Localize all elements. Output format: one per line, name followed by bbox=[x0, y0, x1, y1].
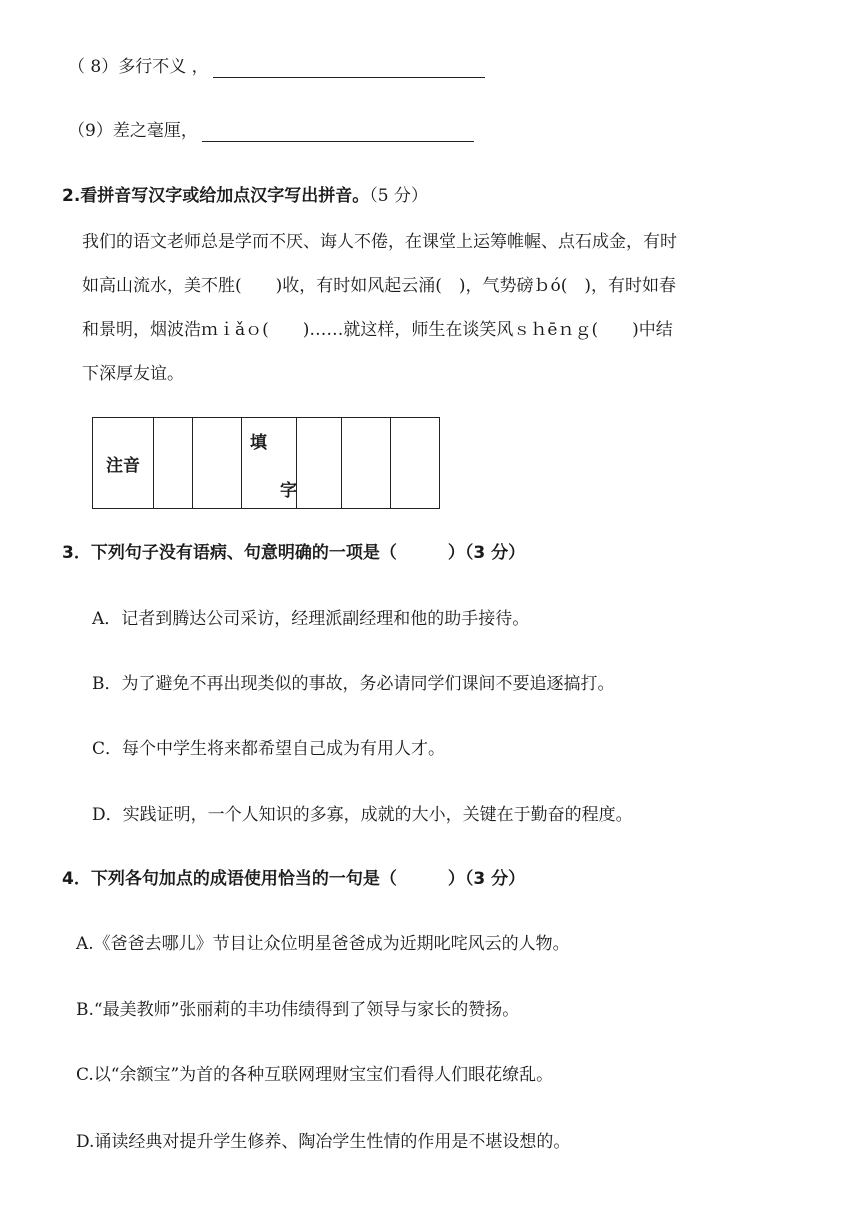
item-9 bbox=[68, 120, 474, 142]
q2-line-2: 如高山流水，美不胜( )收，有时如风起云涌( )，气势磅ｂó( )，有时如春 bbox=[82, 276, 677, 296]
answer-table bbox=[92, 417, 440, 509]
table-label-fill bbox=[242, 418, 297, 509]
q3-option-a[interactable]: A．记者到腾达公司采访，经理派副经理和他的助手接待。 bbox=[92, 609, 530, 629]
item-9-text: （9）差之毫厘， bbox=[68, 121, 198, 141]
q2-title: 2.看拼音写汉字或给加点汉字写出拼音。 bbox=[62, 186, 370, 206]
q3-title: 3．下列句子没有语病、句意明确的一项是（ ）（3 分） bbox=[62, 543, 526, 563]
q2-passage bbox=[82, 220, 802, 396]
fill-label-bottom: 字 bbox=[280, 481, 297, 501]
table-label-pinyin: 注音 bbox=[93, 418, 154, 509]
q2-line-4: 下深厚友谊。 bbox=[82, 364, 184, 384]
answer-cell[interactable] bbox=[391, 418, 440, 509]
answer-blank[interactable] bbox=[202, 123, 474, 142]
answer-cell[interactable] bbox=[154, 418, 193, 509]
answer-cell[interactable] bbox=[193, 418, 242, 509]
answer-blank[interactable] bbox=[213, 59, 485, 78]
q2-score: （5 分） bbox=[369, 186, 429, 206]
answer-cell[interactable] bbox=[342, 418, 391, 509]
item-8 bbox=[68, 56, 485, 78]
q2-heading bbox=[62, 185, 428, 207]
q4-option-c[interactable]: C.以“余额宝”为首的各种互联网理财宝宝们看得人们眼花缭乱。 bbox=[76, 1065, 554, 1085]
q3-option-b[interactable]: B．为了避免不再出现类似的事故，务必请同学们课间不要追逐搞打。 bbox=[92, 674, 615, 694]
q4-title: 4．下列各句加点的成语使用恰当的一句是（ ）（3 分） bbox=[62, 869, 526, 889]
q4-option-b[interactable]: B.“最美教师”张丽莉的丰功伟绩得到了领导与家长的赞扬。 bbox=[76, 1000, 520, 1020]
answer-cell[interactable] bbox=[297, 418, 342, 509]
q2-line-3: 和景明，烟波浩ｍｉǎｏ( )……就这样，师生在谈笑风ｓｈēｎｇ( )中结 bbox=[82, 320, 673, 340]
q4-option-d[interactable]: D.诵读经典对提升学生修养、陶冶学生性情的作用是不堪设想的。 bbox=[76, 1132, 571, 1152]
q3-option-d[interactable]: D．实践证明，一个人知识的多寡，成就的大小，关键在于勤奋的程度。 bbox=[92, 805, 633, 825]
q2-line-1: 我们的语文老师总是学而不厌、诲人不倦，在课堂上运筹帷幄、点石成金，有时 bbox=[82, 232, 677, 252]
fill-label-top: 填 bbox=[250, 433, 267, 453]
q4-option-a[interactable]: A.《爸爸去哪儿》节目让众位明星爸爸成为近期叱咤风云的人物。 bbox=[76, 934, 570, 954]
item-8-text: （ 8）多行不义 ， bbox=[68, 57, 209, 77]
q3-option-c[interactable]: C．每个中学生将来都希望自己成为有用人才。 bbox=[92, 739, 446, 759]
